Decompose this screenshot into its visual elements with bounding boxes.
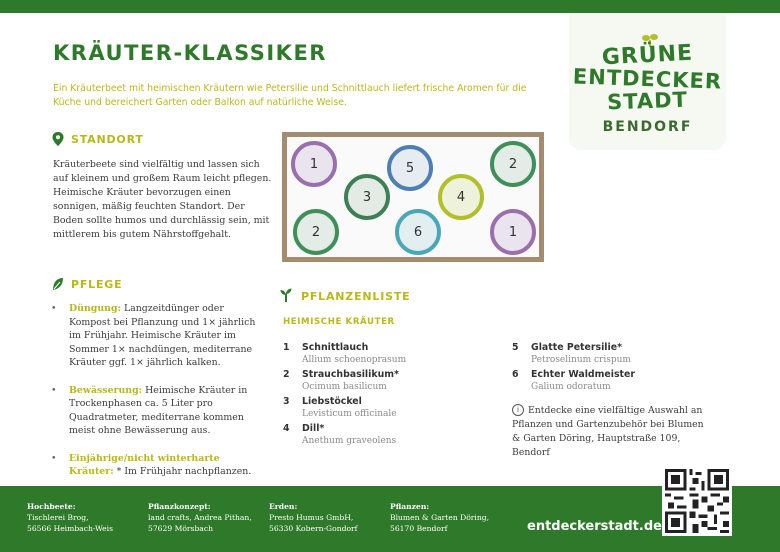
footer-heading: Pflanzkonzept:	[148, 502, 211, 511]
footer-line: Presto Humus GmbH,	[269, 513, 354, 522]
plant-num: 1	[283, 342, 290, 353]
item-label: Bewässerung:	[69, 384, 143, 396]
plant-number: 1	[309, 156, 319, 172]
logo-line-1: GRÜNE	[601, 40, 694, 71]
top-bar	[0, 0, 780, 13]
plant-name: Dill*	[302, 423, 325, 434]
plant-row	[283, 423, 483, 450]
logo-line-2: ENTDECKER	[572, 64, 723, 94]
pflanzenliste-heading: PFLANZENLISTE	[301, 290, 411, 303]
plant-latin: Ocimum basilicum	[302, 382, 387, 392]
plant-latin: Petroselinum crispum	[531, 355, 631, 365]
plant-row	[283, 369, 483, 396]
footer-line: Tischlerei Brog,	[27, 513, 89, 522]
plant-name: Schnittlauch	[302, 342, 369, 353]
plant-row	[512, 369, 712, 396]
plant-row	[283, 396, 483, 423]
plant-num: 2	[283, 369, 290, 380]
plant-name: Strauchbasilikum*	[302, 369, 399, 380]
bed-diagram	[282, 132, 544, 262]
plant-circle	[395, 209, 441, 255]
leaf-icon	[52, 277, 64, 291]
footer-line: 56566 Heimbach-Weis	[27, 524, 114, 533]
plant-num: 5	[512, 342, 519, 353]
page-title: KRÄUTER-KLASSIKER	[53, 41, 327, 65]
pflege-list	[53, 302, 263, 493]
plant-list-col1	[283, 342, 483, 450]
plant-list-col2	[512, 342, 712, 396]
plant-latin: Allium schoenoprasum	[302, 355, 407, 365]
plant-number: 5	[405, 160, 415, 176]
info-text: Entdecke eine vielfältige Auswahl an Pflanzen und Gartenzubehör bei Blumen & Garten Döring, Hauptstraße 109, Bendorf	[512, 405, 704, 458]
plant-circle	[344, 174, 390, 220]
plant-num: 6	[512, 369, 519, 380]
plant-num: 3	[283, 396, 290, 407]
plant-number: 1	[508, 224, 518, 240]
plant-latin: Galium odoratum	[531, 382, 611, 392]
footer-column	[390, 501, 489, 534]
list-item	[53, 452, 263, 479]
plant-circle	[438, 174, 484, 220]
pflege-heading: PFLEGE	[71, 278, 123, 291]
plant-number: 3	[362, 189, 372, 205]
standort-text: Kräuterbeete sind vielfältig und lassen sich auf kleinem und großem Raum leicht pflegen. Heimische Kräuter bevorzugen einen sonnigen, mäßig feuchten Standort. Der Boden sollte humos und durchlässig sein, mit mittlerem bis gutem Nährstoffgehalt.	[53, 159, 272, 240]
item-text: Langzeitdünger oder Kompost bei Pflanzung und 1× jährlich im Frühjahr. Heimische Kräuter im Sommer 1× nachdüngen, mediterrane Kräuter ggf. 1× jährlich kalken.	[69, 303, 256, 368]
logo	[569, 13, 726, 150]
plant-circle	[490, 141, 536, 187]
logo-line-4: BENDORF	[602, 119, 693, 135]
footer-line: 56170 Bendorf	[390, 524, 448, 533]
footer-heading: Hochbeete:	[27, 502, 76, 511]
plant-number: 6	[413, 224, 423, 240]
item-text: Heimische Kräuter in Trockenphasen ca. 5 Liter pro Quadratmeter, mediterrane kommen meist ohne Bewässerung aus.	[69, 384, 248, 436]
item-label: Einjährige/nicht winterharte Kräuter:	[69, 452, 220, 477]
sprout-icon	[280, 288, 292, 302]
plant-circle	[291, 141, 337, 187]
footer-line: 56330 Kobern-Gondorf	[269, 524, 358, 533]
plant-name: Liebstöckel	[302, 396, 362, 407]
plant-row	[283, 342, 483, 369]
plant-number: 2	[311, 224, 321, 240]
info-icon: i	[512, 404, 524, 416]
plant-number: 4	[456, 189, 466, 205]
info-note	[512, 404, 712, 460]
footer-line: 57629 Mörsbach	[148, 524, 213, 533]
list-item	[53, 302, 263, 370]
footer-line: land crafts, Andrea Pithan,	[148, 513, 252, 522]
footer-column	[269, 501, 357, 534]
footer-heading: Pflanzen:	[390, 502, 430, 511]
plant-circle	[387, 145, 433, 191]
plant-number: 2	[508, 156, 518, 172]
plant-num: 4	[283, 423, 290, 434]
list-item	[53, 384, 263, 438]
footer-line: Blumen & Garten Döring,	[390, 513, 490, 522]
plant-latin: Levisticum officinale	[302, 409, 397, 419]
bed-soil	[287, 137, 539, 257]
plant-row	[512, 342, 712, 369]
plant-latin: Anethum graveolens	[302, 436, 397, 446]
intro-text: Ein Kräuterbeet mit heimischen Kräutern wie Petersilie und Schnittlauch liefert frische Aromen für die Küche und bereichert Garten oder Balkon auf natürliche Weise.	[53, 83, 527, 108]
footer-column	[27, 501, 113, 534]
footer-heading: Erden:	[269, 502, 298, 511]
plant-name: Glatte Petersilie*	[531, 342, 622, 353]
plant-circle	[490, 209, 536, 255]
plant-circle	[293, 209, 339, 255]
plant-name: Echter Waldmeister	[531, 369, 636, 380]
website-link[interactable]: entdeckerstadt.de	[527, 519, 662, 534]
location-pin-icon	[52, 132, 64, 146]
logo-line-3: STADT	[606, 87, 689, 115]
item-text: * Im Frühjahr nachpflanzen.	[113, 466, 252, 477]
subheading: HEIMISCHE KRÄUTER	[283, 317, 395, 327]
item-label: Düngung:	[69, 303, 121, 314]
standort-heading: STANDORT	[71, 133, 144, 146]
footer-column	[148, 501, 252, 534]
qr-code-icon[interactable]	[662, 466, 732, 536]
